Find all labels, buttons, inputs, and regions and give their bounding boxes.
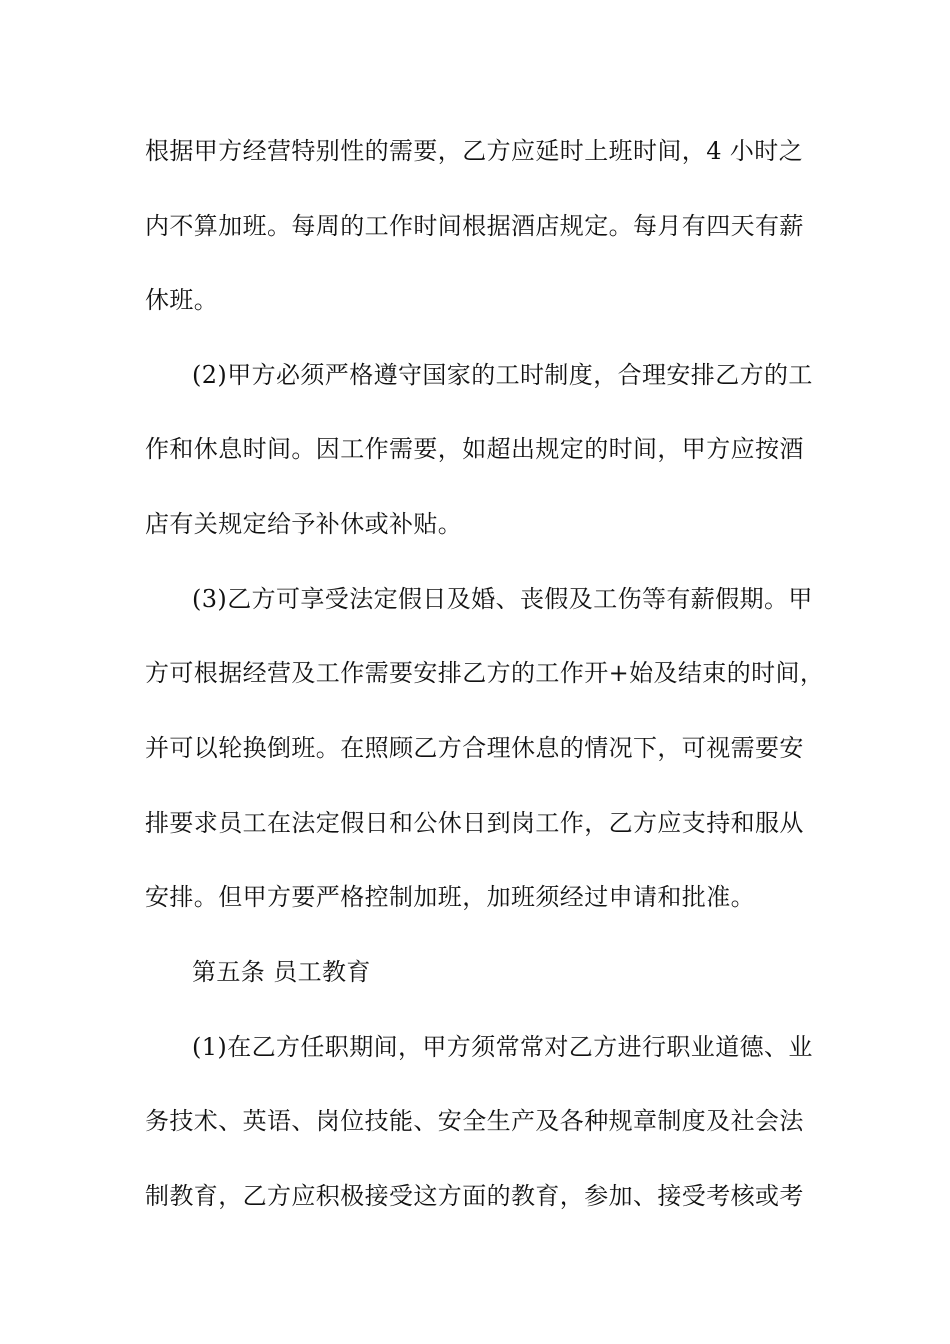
paragraph-line: 作和休息时间。因工作需要，如超出规定的时间，甲方应按酒	[145, 435, 804, 463]
paragraph-line: 并可以轮换倒班。在照顾乙方合理休息的情况下，可视需要安	[145, 734, 804, 762]
paragraph-line: 制教育，乙方应积极接受这方面的教育，参加、接受考核或考	[145, 1182, 804, 1210]
section-heading: 第五条 员工教育	[192, 958, 371, 986]
paragraph-line: 方可根据经营及工作需要安排乙方的工作开+始及结束的时间，	[145, 659, 825, 687]
paragraph-line: 内不算加班。每周的工作时间根据酒店规定。每月有四天有薪	[145, 212, 804, 240]
paragraph-line: 店有关规定给予补休或补贴。	[145, 510, 463, 538]
paragraph-line: 务技术、英语、岗位技能、安全生产及各种规章制度及社会法	[145, 1107, 804, 1135]
paragraph-line: 排要求员工在法定假日和公休日到岗工作，乙方应支持和服从	[145, 809, 804, 837]
paragraph-line: (2)甲方必须严格遵守国家的工时制度，合理安排乙方的工	[192, 361, 813, 389]
paragraph-line: (3)乙方可享受法定假日及婚、丧假及工伤等有薪假期。甲	[192, 585, 813, 613]
paragraph-line: 休班。	[145, 286, 219, 314]
paragraph-line: 安排。但甲方要严格控制加班，加班须经过申请和批准。	[145, 883, 755, 911]
paragraph-line: 根据甲方经营特别性的需要，乙方应延时上班时间，4 小时之	[145, 137, 804, 165]
paragraph-line: (1)在乙方任职期间，甲方须常常对乙方进行职业道德、业	[192, 1033, 813, 1061]
